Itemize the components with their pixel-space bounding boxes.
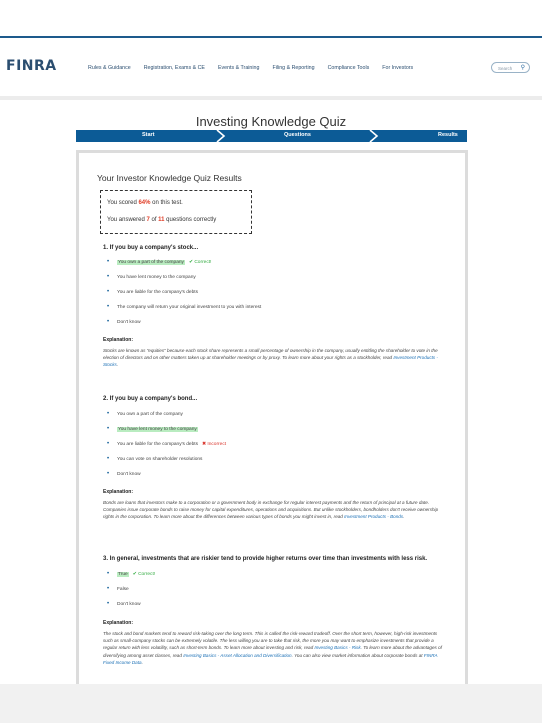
score-line: You scored 64% on this test. — [107, 200, 183, 206]
step-start: Start — [142, 132, 155, 138]
check-icon: ✔ — [132, 572, 137, 577]
score-percent: 64% — [138, 200, 151, 206]
nav-registration-exams[interactable]: Registration, Exams & CE — [143, 65, 205, 71]
step-chevron-2-icon — [369, 130, 379, 142]
nav-for-investors[interactable]: For Investors — [382, 65, 414, 71]
step-results: Results — [438, 132, 458, 138]
link-asset-allocation-diversification[interactable]: Investing Basics - Asset Allocation and Diversification — [183, 652, 292, 658]
bullet-icon: • — [107, 289, 110, 295]
question-1-option-1: • You own a part of the company ✔ Correct! — [107, 259, 212, 265]
results-title: Your Investor Knowledge Quiz Results — [97, 173, 242, 183]
question-1-explanation-label: Explanation: — [103, 337, 134, 343]
answered-total-count: 11 — [158, 217, 165, 223]
bullet-icon: • — [107, 571, 110, 577]
bullet-icon: • — [107, 304, 110, 310]
question-2-option-4: • You can vote on shareholder resolutions — [107, 456, 203, 462]
link-finra-fixed-income-data[interactable]: FINRA Fixed Income Data — [103, 652, 438, 665]
nav-compliance-tools[interactable]: Compliance Tools — [327, 65, 370, 71]
step-questions: Questions — [284, 132, 311, 138]
bullet-icon: • — [107, 456, 110, 462]
question-1-option-5: • Don't know — [107, 319, 141, 325]
answered-correct-count: 7 — [146, 217, 150, 223]
results-panel — [76, 150, 468, 690]
question-2-explanation: Bonds are loans that investors make to a corporation or a government body in exchange for regular interest payments and the return of principal at a future date. Companies issue corporate bonds to raise money for capital expenditures, operations and acquisitions. But unlike stockholders, bondholders don't receive ownership rights in the corporation. To learn more about the differences between various types of bonds you might invest in, read Investment Products - Bonds. — [103, 500, 439, 520]
question-3-explanation-label: Explanation: — [103, 620, 134, 626]
correct-feedback: ✔ Correct! — [188, 260, 212, 265]
question-1-explanation: Stocks are known as "equities" because each stock share represents a small percentage of ownership in the company, usually entitling the shareholder to vote in the election of directors and on other matters taken up at shareholder meetings or by proxy. To learn more about your rights as a stockholder, read Investment Products - Stocks. — [103, 348, 439, 368]
nav-events-training[interactable]: Events & Training — [217, 65, 260, 71]
search-icon[interactable]: ⚲ — [520, 65, 525, 71]
question-2-heading: 2. If you buy a company's bond... — [103, 396, 198, 402]
question-2-option-2: • You have lent money to the company — [107, 426, 197, 432]
answered-line: You answered 7 of 11 questions correctly — [107, 217, 217, 223]
quiz-progress-steps — [76, 130, 467, 142]
site-header — [0, 56, 542, 82]
question-2-option-5: • Don't know — [107, 471, 141, 477]
quiz-title: Investing Knowledge Quiz — [195, 114, 347, 129]
question-1-option-3: • You are liable for the company's debts — [107, 289, 199, 295]
page-footer-band — [0, 684, 542, 723]
bullet-icon: • — [107, 426, 110, 432]
question-1-heading: 1. If you buy a company's stock... — [103, 245, 199, 251]
link-investing-basics-risk[interactable]: Investing Basics - Risk — [314, 645, 361, 651]
bullet-icon: • — [107, 586, 110, 592]
correct-feedback: ✔ Correct! — [132, 572, 156, 577]
search-input[interactable] — [491, 62, 530, 73]
nav-filing-reporting[interactable]: Filing & Reporting — [272, 65, 315, 71]
question-2-option-3: • You are liable for the company's debts ✖ Incorrect — [107, 441, 227, 447]
bullet-icon: • — [107, 441, 110, 447]
x-icon: ✖ — [202, 442, 207, 447]
header-divider — [0, 96, 542, 100]
question-3-option-2: • False — [107, 586, 129, 592]
bullet-icon: • — [107, 471, 110, 477]
bullet-icon: • — [107, 411, 110, 417]
question-1-option-2: • You have lent money to the company — [107, 274, 196, 280]
incorrect-feedback: ✖ Incorrect — [202, 442, 227, 447]
step-chevron-1-icon — [216, 130, 226, 142]
question-2-option-1: • You own a part of the company — [107, 411, 183, 417]
link-investment-products-stocks[interactable]: Investment Products - Stocks — [103, 355, 439, 368]
bullet-icon: • — [107, 259, 110, 265]
bullet-icon: • — [107, 274, 110, 280]
question-1-option-4: • The company will return your original investment to you with interest — [107, 304, 262, 310]
question-3-option-3: • Don't know — [107, 601, 141, 607]
search-placeholder: Search — [498, 65, 513, 71]
nav-rules-guidance[interactable]: Rules & Guidance — [88, 65, 131, 71]
finra-logo[interactable]: FINRA — [6, 58, 57, 74]
question-3-explanation: The stock and bond markets tend to reward risk-taking over the long term. This is called the risk-reward tradeoff. Over the short term, however, high-risk investments such as small-company stocks can be extremely volatile. The less willing you are to take that risk, the more you may want to emphasize investments that provide a regular return with less volatility, such as short-term bonds. To learn more about investing and risk, read Investing Basics - Risk. To learn more about the advantages of diversifying among asset classes, read Investing Basics - Asset Allocation and Diversification. You can also view market information about corporate bonds at FINRA Fixed Income Data. — [103, 631, 442, 665]
top-accent-line — [0, 36, 542, 38]
bullet-icon: • — [107, 319, 110, 325]
main-nav — [88, 65, 426, 71]
link-investment-products-bonds[interactable]: Investment Products - Bonds — [344, 514, 404, 520]
question-3-heading: 3. In general, investments that are riskier tend to provide higher returns over time than investments with less risk. — [103, 556, 428, 562]
check-icon: ✔ — [188, 260, 193, 265]
question-2-explanation-label: Explanation: — [103, 489, 134, 495]
score-summary-box — [100, 190, 252, 234]
question-3-option-1: • True ✔ Correct! — [107, 571, 156, 577]
bullet-icon: • — [107, 601, 110, 607]
